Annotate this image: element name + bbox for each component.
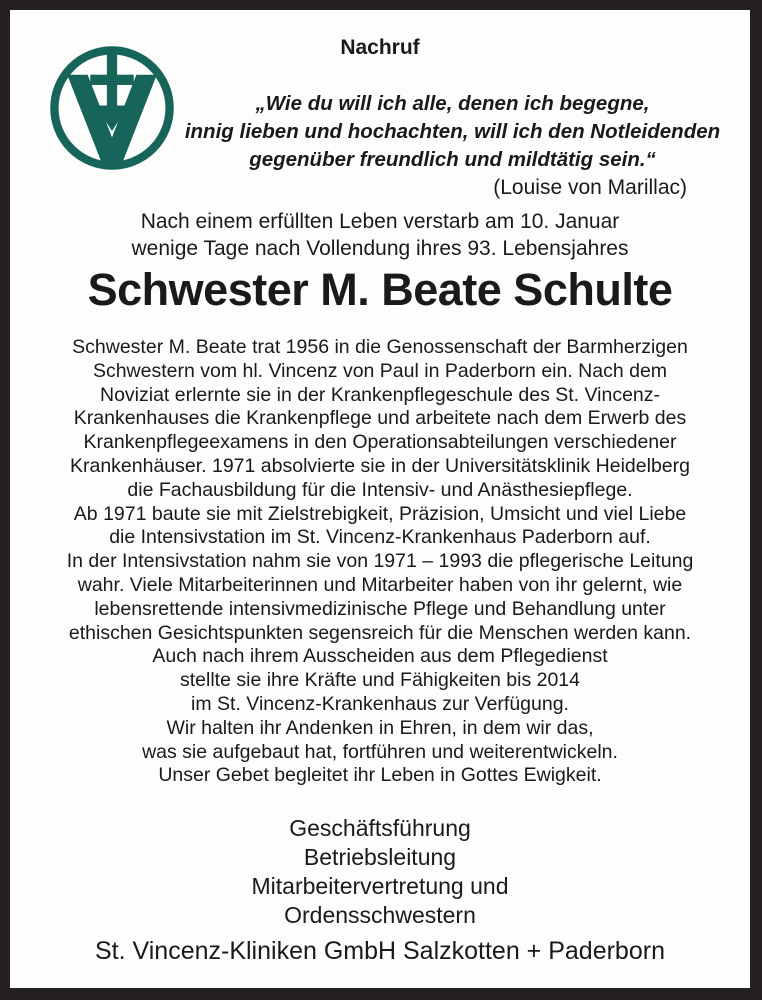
page-title: Nachruf bbox=[340, 36, 420, 59]
obituary-sheet bbox=[10, 10, 750, 988]
body-line: stellte sie ihre Kräfte und Fähigkeiten bis 2014 bbox=[180, 669, 580, 692]
intro-line: Nach einem erfüllten Leben verstarb am 10. Januar bbox=[140, 210, 620, 233]
body-line: Unser Gebet begleitet ihr Leben in Gottes Ewigkeit. bbox=[158, 764, 602, 787]
body-line: Krankenhäuser. 1971 absolvierte sie in der Universitätsklinik Heidelberg bbox=[69, 454, 690, 477]
body-line: Krankenhauses die Krankenpflege und arbeitete nach dem Erwerb des bbox=[73, 407, 687, 430]
body-line: Auch nach ihrem Ausscheiden aus dem Pflegedienst bbox=[152, 645, 608, 668]
body-line: Noviziat erlernte sie in der Krankenpflegeschule des St. Vincenz- bbox=[99, 383, 661, 406]
signature-line: Mitarbeitervertretung und bbox=[251, 873, 509, 900]
body-line: lebensrettende intensivmedizinische Pflege und Behandlung unter bbox=[94, 597, 666, 620]
body-line: Schwester M. Beate trat 1956 in die Genossenschaft der Barmherzigen bbox=[72, 336, 688, 358]
body-line: Schwestern vom hl. Vincenz von Paul in Paderborn ein. Nach dem bbox=[92, 359, 668, 382]
company-name: St. Vincenz-Kliniken GmbH Salzkotten + Paderborn bbox=[95, 937, 665, 966]
body-line: die Intensivstation im St. Vincenz-Krankenhaus Paderborn auf. bbox=[109, 526, 651, 549]
body-line: die Fachausbildung für die Intensiv- und Anästhesiepflege. bbox=[127, 478, 633, 501]
quote-line: gegenüber freundlich und mildtätig sein.“ bbox=[249, 148, 656, 171]
obituary-body bbox=[10, 336, 750, 788]
body-line: In der Intensivstation nahm sie von 1971 – 1993 die pflegerische Leitung bbox=[66, 550, 694, 573]
signature-line: Geschäftsführung bbox=[289, 815, 471, 842]
quote-line: innig lieben und hochachten, will ich den Notleidenden bbox=[184, 120, 721, 143]
body-line: Krankenpflegeexamens in den Operationsabteilungen verschiedener bbox=[83, 431, 677, 454]
signature-line: Betriebsleitung bbox=[303, 844, 457, 871]
body-line: im St. Vincenz-Krankenhaus zur Verfügung. bbox=[191, 692, 569, 715]
quote-attribution: (Louise von Marillac) bbox=[493, 176, 687, 199]
signature-line: Ordensschwestern bbox=[284, 902, 476, 929]
quote-line: „Wie du will ich alle, denen ich begegne, bbox=[255, 92, 650, 115]
intro-block bbox=[10, 208, 750, 262]
intro-line: wenige Tage nach Vollendung ihres 93. Lebensjahres bbox=[131, 237, 629, 260]
body-line: Ab 1971 baute sie mit Zielstrebigkeit, Präzision, Umsicht und viel Liebe bbox=[73, 502, 687, 525]
deceased-name-headline: Schwester M. Beate Schulte bbox=[87, 264, 673, 315]
body-line: ethischen Gesichtspunkten segensreich für die Menschen werden kann. bbox=[68, 621, 692, 644]
signature-block bbox=[10, 814, 750, 930]
body-line: was sie aufgebaut hat, fortführen und weiterentwickeln. bbox=[142, 740, 618, 763]
body-line: Wir halten ihr Andenken in Ehren, in dem wir das, bbox=[166, 716, 594, 739]
body-line: wahr. Viele Mitarbeiterinnen und Mitarbeiter haben von ihr gelernt, wie bbox=[77, 573, 683, 596]
quote-block bbox=[160, 90, 745, 200]
vincentian-order-emblem-icon bbox=[48, 44, 176, 172]
